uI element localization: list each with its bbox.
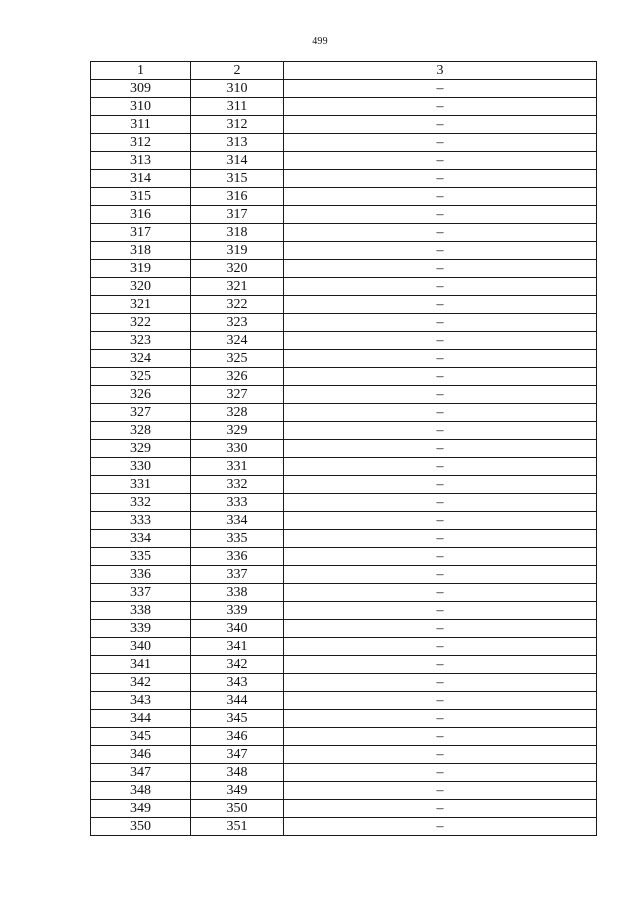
table-cell-col-1: 345	[91, 728, 191, 746]
table-cell-col-2: 320	[191, 260, 284, 278]
table-cell-col-3: –	[284, 440, 597, 458]
table-cell-col-3: –	[284, 638, 597, 656]
table-body	[91, 80, 597, 836]
table-cell-col-3: –	[284, 602, 597, 620]
table-cell-col-1: 341	[91, 656, 191, 674]
table-cell-col-3: –	[284, 422, 597, 440]
table-cell-col-3: –	[284, 458, 597, 476]
table-cell-col-1: 334	[91, 530, 191, 548]
table-cell-col-2: 340	[191, 620, 284, 638]
table-cell-col-2: 336	[191, 548, 284, 566]
table-cell-col-2: 346	[191, 728, 284, 746]
table-cell-col-3: –	[284, 242, 597, 260]
table-cell-col-1: 339	[91, 620, 191, 638]
table-row	[91, 782, 597, 800]
column-header-2: 2	[191, 62, 284, 80]
table-row	[91, 818, 597, 836]
table-row	[91, 386, 597, 404]
table-cell-col-3: –	[284, 674, 597, 692]
table-cell-col-3: –	[284, 278, 597, 296]
table-cell-col-2: 313	[191, 134, 284, 152]
table-row	[91, 80, 597, 98]
table-cell-col-1: 314	[91, 170, 191, 188]
table-row	[91, 170, 597, 188]
table-cell-col-3: –	[284, 512, 597, 530]
table-row	[91, 242, 597, 260]
table-cell-col-3: –	[284, 152, 597, 170]
table-cell-col-3: –	[284, 350, 597, 368]
table-cell-col-1: 320	[91, 278, 191, 296]
table-cell-col-2: 349	[191, 782, 284, 800]
table-cell-col-2: 331	[191, 458, 284, 476]
table-cell-col-1: 337	[91, 584, 191, 602]
table-cell-col-1: 336	[91, 566, 191, 584]
table-cell-col-2: 343	[191, 674, 284, 692]
table-cell-col-1: 348	[91, 782, 191, 800]
column-header-3: 3	[284, 62, 597, 80]
table-row	[91, 728, 597, 746]
table-row	[91, 116, 597, 134]
table-cell-col-1: 309	[91, 80, 191, 98]
table-cell-col-1: 329	[91, 440, 191, 458]
table-row	[91, 260, 597, 278]
table-row	[91, 602, 597, 620]
table-row	[91, 404, 597, 422]
table-cell-col-3: –	[284, 206, 597, 224]
table-row	[91, 674, 597, 692]
table-cell-col-3: –	[284, 818, 597, 836]
table-cell-col-1: 347	[91, 764, 191, 782]
table-cell-col-3: –	[284, 476, 597, 494]
table-cell-col-3: –	[284, 494, 597, 512]
table-cell-col-3: –	[284, 134, 597, 152]
table-row	[91, 494, 597, 512]
table-cell-col-2: 347	[191, 746, 284, 764]
table-cell-col-1: 350	[91, 818, 191, 836]
table-cell-col-3: –	[284, 656, 597, 674]
table-cell-col-2: 314	[191, 152, 284, 170]
table-row	[91, 692, 597, 710]
table-row	[91, 152, 597, 170]
table-cell-col-1: 335	[91, 548, 191, 566]
table-cell-col-1: 315	[91, 188, 191, 206]
table-cell-col-2: 311	[191, 98, 284, 116]
table-cell-col-2: 335	[191, 530, 284, 548]
table-row	[91, 710, 597, 728]
table-cell-col-1: 323	[91, 332, 191, 350]
table-cell-col-3: –	[284, 566, 597, 584]
table-cell-col-2: 329	[191, 422, 284, 440]
table-cell-col-3: –	[284, 116, 597, 134]
table-row	[91, 350, 597, 368]
table-cell-col-2: 322	[191, 296, 284, 314]
table-cell-col-3: –	[284, 368, 597, 386]
table-cell-col-2: 326	[191, 368, 284, 386]
table-cell-col-2: 310	[191, 80, 284, 98]
table-cell-col-1: 330	[91, 458, 191, 476]
table-row	[91, 530, 597, 548]
table-row	[91, 476, 597, 494]
table-cell-col-2: 319	[191, 242, 284, 260]
table-cell-col-2: 332	[191, 476, 284, 494]
table-cell-col-1: 311	[91, 116, 191, 134]
table-cell-col-3: –	[284, 98, 597, 116]
table-cell-col-3: –	[284, 728, 597, 746]
table-cell-col-2: 338	[191, 584, 284, 602]
table-row	[91, 296, 597, 314]
table-cell-col-2: 334	[191, 512, 284, 530]
table-cell-col-1: 310	[91, 98, 191, 116]
table-cell-col-1: 312	[91, 134, 191, 152]
table-cell-col-2: 330	[191, 440, 284, 458]
table-cell-col-2: 339	[191, 602, 284, 620]
table-cell-col-2: 316	[191, 188, 284, 206]
table-row	[91, 584, 597, 602]
table-cell-col-3: –	[284, 170, 597, 188]
table-cell-col-2: 323	[191, 314, 284, 332]
table-row	[91, 134, 597, 152]
table-cell-col-1: 317	[91, 224, 191, 242]
table-row	[91, 368, 597, 386]
table-row	[91, 224, 597, 242]
table-row	[91, 206, 597, 224]
table-cell-col-1: 318	[91, 242, 191, 260]
table-cell-col-1: 319	[91, 260, 191, 278]
table-row	[91, 800, 597, 818]
table-row	[91, 188, 597, 206]
table-cell-col-2: 312	[191, 116, 284, 134]
table-cell-col-2: 333	[191, 494, 284, 512]
table-row	[91, 548, 597, 566]
table-cell-col-2: 324	[191, 332, 284, 350]
table-row	[91, 278, 597, 296]
table-cell-col-3: –	[284, 800, 597, 818]
table-row	[91, 458, 597, 476]
table-cell-col-1: 346	[91, 746, 191, 764]
table-cell-col-1: 321	[91, 296, 191, 314]
table-cell-col-3: –	[284, 548, 597, 566]
table-cell-col-2: 325	[191, 350, 284, 368]
table-cell-col-1: 316	[91, 206, 191, 224]
table-cell-col-1: 324	[91, 350, 191, 368]
table-cell-col-3: –	[284, 386, 597, 404]
table-cell-col-3: –	[284, 692, 597, 710]
table-cell-col-1: 338	[91, 602, 191, 620]
table-cell-col-1: 332	[91, 494, 191, 512]
table-cell-col-3: –	[284, 296, 597, 314]
table-cell-col-3: –	[284, 746, 597, 764]
table-row	[91, 656, 597, 674]
table-cell-col-1: 343	[91, 692, 191, 710]
table-cell-col-2: 315	[191, 170, 284, 188]
table-cell-col-1: 349	[91, 800, 191, 818]
table-row	[91, 638, 597, 656]
table-cell-col-2: 345	[191, 710, 284, 728]
table-cell-col-3: –	[284, 710, 597, 728]
table-cell-col-3: –	[284, 530, 597, 548]
table-row	[91, 566, 597, 584]
table-cell-col-1: 333	[91, 512, 191, 530]
table-cell-col-3: –	[284, 188, 597, 206]
table-cell-col-3: –	[284, 314, 597, 332]
table-cell-col-1: 342	[91, 674, 191, 692]
column-header-1: 1	[91, 62, 191, 80]
table-cell-col-1: 313	[91, 152, 191, 170]
table-cell-col-2: 321	[191, 278, 284, 296]
table-cell-col-2: 341	[191, 638, 284, 656]
table-cell-col-3: –	[284, 80, 597, 98]
table-cell-col-3: –	[284, 332, 597, 350]
table-row	[91, 746, 597, 764]
table-cell-col-3: –	[284, 404, 597, 422]
page-number: 499	[312, 36, 328, 47]
table-cell-col-2: 337	[191, 566, 284, 584]
table-row	[91, 620, 597, 638]
table-cell-col-2: 344	[191, 692, 284, 710]
table-cell-col-2: 328	[191, 404, 284, 422]
table-cell-col-1: 326	[91, 386, 191, 404]
data-table	[90, 61, 597, 836]
table-row	[91, 422, 597, 440]
table-cell-col-1: 327	[91, 404, 191, 422]
table-cell-col-2: 327	[191, 386, 284, 404]
table-cell-col-3: –	[284, 584, 597, 602]
table-cell-col-3: –	[284, 782, 597, 800]
table-cell-col-3: –	[284, 764, 597, 782]
table-cell-col-1: 325	[91, 368, 191, 386]
table-header	[91, 62, 597, 80]
table-cell-col-1: 340	[91, 638, 191, 656]
table-cell-col-2: 348	[191, 764, 284, 782]
table-row	[91, 314, 597, 332]
table-cell-col-1: 322	[91, 314, 191, 332]
table-cell-col-2: 318	[191, 224, 284, 242]
table-cell-col-2: 317	[191, 206, 284, 224]
table-row	[91, 440, 597, 458]
table-cell-col-3: –	[284, 260, 597, 278]
header-row	[91, 62, 597, 80]
table-cell-col-2: 342	[191, 656, 284, 674]
data-table-container	[90, 61, 596, 836]
table-row	[91, 512, 597, 530]
table-cell-col-3: –	[284, 224, 597, 242]
table-row	[91, 98, 597, 116]
table-cell-col-3: –	[284, 620, 597, 638]
table-cell-col-1: 331	[91, 476, 191, 494]
table-cell-col-1: 328	[91, 422, 191, 440]
table-cell-col-2: 350	[191, 800, 284, 818]
table-row	[91, 764, 597, 782]
table-cell-col-1: 344	[91, 710, 191, 728]
table-row	[91, 332, 597, 350]
table-cell-col-2: 351	[191, 818, 284, 836]
